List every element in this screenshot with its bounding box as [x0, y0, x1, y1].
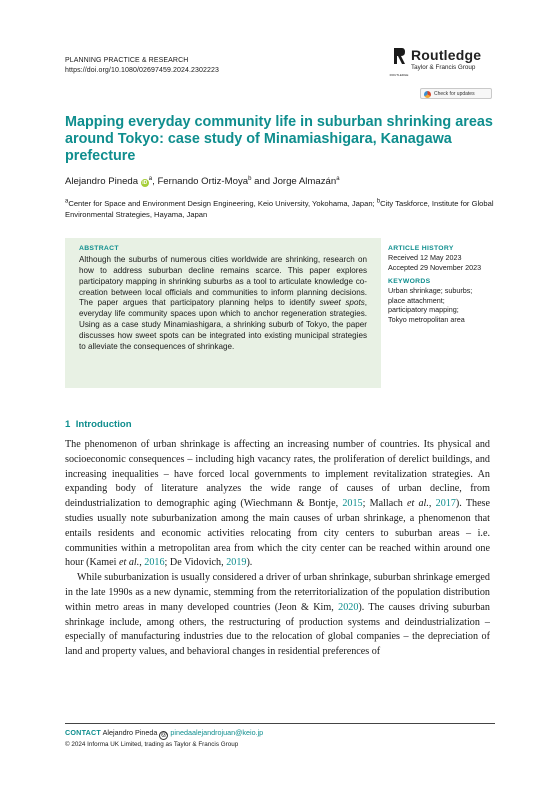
text-run: While suburbanization is usually considered a driver of urban shrinkage, suburban shrinkage emerged in the late 1990s as a new dynamic, stemming from the reterritorialization of the population distribution within metro areas in many developed countries (Jeon & Kim, — [65, 572, 490, 613]
publisher-name: Routledge — [411, 47, 482, 63]
journal-header — [65, 56, 219, 76]
text-run: ). — [246, 557, 253, 569]
text-run: ). These studies usually note suburbanization among the main causes of urban shrinkage, a phenomenon that entails residents and economic activities relocating from city centers to suburban areas – i.e. communities within a metropolitan area from which the city center can be reached within around one hour (Kamei — [65, 498, 490, 569]
keyword-line: place attachment; — [388, 295, 445, 305]
affiliations — [65, 199, 495, 220]
article-title: Mapping everyday community life in suburban shrinking areas around Tokyo: case study of Minamiashigara, Kanagawa prefecture — [65, 114, 493, 164]
contact-label: CONTACT — [65, 728, 101, 737]
publisher-logo[interactable] — [389, 46, 502, 80]
journal-name: PLANNING PRACTICE & RESEARCH — [65, 57, 189, 64]
citation-link[interactable]: 2020 — [338, 601, 359, 613]
keyword-line: Urban shrinkage; suburbs; — [388, 286, 473, 295]
author-affil-sup: a — [336, 175, 340, 182]
section-number: 1 — [65, 419, 71, 430]
copyright: © 2024 Informa UK Limited, trading as Taylor & Francis Group — [65, 741, 239, 748]
email-icon: @ — [160, 732, 167, 738]
citation-link[interactable]: 2016 — [144, 557, 165, 569]
citation-link[interactable]: 2015 — [342, 498, 363, 510]
keywords-heading: KEYWORDS — [388, 278, 431, 285]
check-updates-icon — [424, 91, 431, 98]
article-info-sidebar — [388, 244, 498, 324]
accepted-date: Accepted 29 November 2023 — [388, 262, 482, 272]
text-run: ). The causes driving suburban shrinkage include, among others, the restructuring of production systems and deindustrialization – especially of manufacturing industries due to the relocation of global companies – the depreciation of land and property values, and behavioral changes in residential preferences of — [65, 601, 490, 658]
keyword-line: Tokyo metropolitan area — [388, 314, 465, 324]
text-run: ; Mallach — [362, 498, 407, 510]
text-run-italic: et al. — [118, 557, 140, 569]
citation-link[interactable]: 2017 — [435, 498, 456, 510]
publisher-sub: Taylor & Francis Group — [411, 64, 476, 71]
affil-sup: b — [376, 198, 381, 205]
section-title: Introduction — [75, 419, 132, 430]
text-run: The phenomenon of urban shrinkage is affecting an increasing number of countries. Its physical and socioeconomic consequences – including high vacancy rates, the proliferation of derelict buildings, and increasing inequalities – have forced local governments to implement revitalization strategies. An expanding body of literature analyzes the wide range of causes of urban decline, from deindustrialization to demographic aging (Wiechmann & Bontje, — [65, 439, 490, 510]
abstract-text-italic: sweet spots — [319, 298, 365, 308]
orcid-icon[interactable]: iD — [142, 180, 148, 186]
abstract-box — [65, 238, 381, 388]
check-updates-label: Check for updates — [434, 91, 475, 97]
text-run: , — [139, 557, 145, 569]
publisher-vertical: ROUTLEDGE — [389, 73, 409, 77]
abstract-text — [79, 255, 367, 353]
received-date: Received 12 May 2023 — [388, 253, 462, 262]
text-run: , — [428, 498, 436, 510]
abstract-text-part: , everyday life community spaces upon which to anchor regeneration strategies. Using as a case study Minamiashigara, a shrinking suburb of Tokyo, the paper discusses how sweet spots can be integrated into existing municipal strategies to alleviate the consequences of shrinkage. — [79, 298, 367, 351]
section-heading — [65, 419, 132, 431]
doi-link[interactable]: https://doi.org/10.1080/02697459.2024.2302223 — [65, 67, 219, 74]
author-separator: , — [152, 176, 158, 187]
author-separator: and — [251, 176, 273, 187]
text-run-italic: et al. — [406, 498, 429, 510]
affiliation-a: Center for Space and Environment Design Engineering, Keio University, Yokohama, Japan; — [68, 199, 377, 208]
affiliation-b: City Taskforce, Institute for Global Environmental Strategies, Hayama, Japan — [65, 199, 494, 219]
routledge-logo-icon — [389, 46, 409, 78]
paragraph — [65, 571, 490, 660]
author-name[interactable]: Fernando Ortiz-Moya — [157, 176, 249, 187]
author-list — [65, 176, 340, 188]
keyword-line: participatory mapping; — [388, 305, 459, 314]
check-updates-button[interactable] — [420, 88, 492, 99]
body-text — [65, 438, 490, 660]
abstract-heading: ABSTRACT — [79, 245, 119, 252]
citation-link[interactable]: 2019 — [226, 557, 247, 569]
contact-line — [65, 727, 495, 740]
author-name[interactable]: Jorge Almazán — [272, 176, 337, 187]
history-heading: ARTICLE HISTORY — [388, 245, 454, 252]
author-name[interactable]: Alejandro Pineda — [65, 176, 139, 187]
abstract-text-part: Although the suburbs of numerous cities worldwide are shrinking, research on how to address suburban decline remains scarce. This paper explores participatory mapping in shrinking suburbs as a tool to articulate knowledge co-creation between local officials and communities to inform planning decisions. The paper argues that participatory planning helps to identify — [79, 255, 367, 308]
email-link[interactable]: pinedaalejandrojuan@keio.jp — [170, 728, 264, 737]
contact-name: Alejandro Pineda — [102, 728, 158, 737]
author-affil-sup: b — [248, 175, 252, 182]
affil-sup: a — [65, 198, 69, 205]
author-affil-sup: a — [148, 175, 153, 182]
paragraph — [65, 438, 490, 571]
text-run: ; De Vidovich, — [164, 557, 227, 569]
page-footer — [65, 723, 495, 750]
